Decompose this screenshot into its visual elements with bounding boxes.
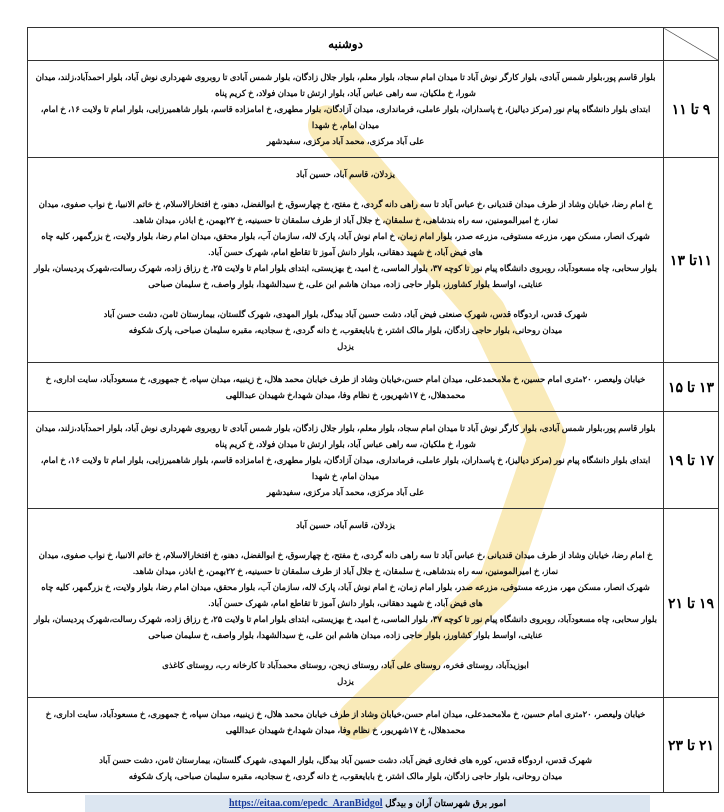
area-line: شهرک قدس، اردوگاه قدس، کوره های فخاری فیض آباد، دشت حسین آباد بیدگل، بلوار المهدی، شهرک گلستان، بیمارستان ثامن، دشت حسن آباد [99,755,592,765]
area-line: یزدل [337,676,354,686]
area-line: یزدلان، قاسم آباد، حسین آباد [296,520,395,530]
area-line: شهرک قدس، اردوگاه قدس، شهرک صنعتی فیض آباد، دشت حسین آباد بیدگل، بلوار المهدی، شهرک گلستان، بیمارستان ثامن، دشت حسن آباد [103,309,588,319]
day-header: دوشنبه [28,28,664,61]
areas-cell [28,509,664,698]
areas-cell [28,363,664,412]
area-line: یزدلان، قاسم آباد، حسین آباد [296,169,395,179]
area-line: بلوار قاسم پور،بلوار شمس آبادی، بلوار کارگر نوش آباد تا میدان امام سجاد، بلوار معلم، بلوار جلال زادگان، بلوار شمس آبادی تا روبروی شهرداری نوش آباد، بلوار احمدآباد،زلند، میدان شورا، خ ملکیان، سه راهی عباس آباد، بلوار ارتش تا میدان فولاد، خ کریم پناه [35,423,656,449]
spacer [34,738,657,752]
area-line: میدان روحانی، بلوار حاجی زادگان، بلوار مالک اشتر، خ بابایعقوب، خ دانه گردی، خ سجادیه، مقبره سلیمان صباحی، پارک شکوفه [128,771,563,781]
time-slot: ۱۷ تا ۱۹ [664,412,719,509]
spacer [34,182,657,196]
diagonal-corner-cell [664,28,719,61]
area-line: بلوار سحابی، چاه مسعودآباد، روبروی دانشگاه پیام نور تا کوچه ۳۷، بلوار الماسی، خ امید، خ بهزیستی، ابتدای بلوار امام تا ولایت ۲۵، خ رزاق زاده، شهرک رسالت،شهرک پردیسان، بلوار عنایتی، اواسط بلوار کشاورز، بلوار حاجی زاده، میدان هاشم ابن علی، خ سیدالشهدا، بلوار واصف، خ سلیمان صباحی [34,263,657,289]
time-slot: ۹ تا ۱۱ [664,61,719,158]
area-line: خیابان ولیعصر، ۲۰متری امام حسین، خ ملامحمدعلی، میدان امام حسن،خیابان وشاد از طرف خیابان محمد هلال، خ زینبیه، میدان سپاه، خ جمهوری، خ مسعودآباد، سایت اداری، خ محمدهلال، خ ۱۷شهریور، خ نظام وفا، میدان شهدا،خ شهیدان عبداللهی [45,709,646,735]
area-line: علی آباد مرکزی، محمد آباد مرکزی، سفیدشهر [266,136,425,146]
areas-cell [28,412,664,509]
area-line: ابتدای بلوار دانشگاه پیام نور (مرکز دیالیز)، خ پاسداران، بلوار عاملی، فرمانداری، میدان آزادگان، بلوار مطهری، خ امامزاده قاسم، بلوار شاهمیرزایی، بلوار امام تا ولایت ۱۶، خ امام، میدان امام، خ شهدا [40,104,651,130]
footer-bar [85,795,650,812]
footer-label: امور برق شهرستان آران و بیدگل [385,798,506,808]
time-slot: ۱۱تا ۱۳ [664,158,719,363]
area-line: یزدل [337,341,354,351]
time-slot: ۲۱ تا ۲۳ [664,698,719,793]
areas-cell [28,61,664,158]
schedule-row [28,363,719,412]
spacer [34,643,657,657]
area-line: خیابان ولیعصر، ۲۰متری امام حسین، خ ملامحمدعلی، میدان امام حسن،خیابان وشاد از طرف خیابان محمد هلال، خ زینبیه، میدان سپاه، خ جمهوری، خ مسعودآباد، سایت اداری، خ محمدهلال، خ ۱۷شهریور، خ نظام وفا، میدان شهدا،خ شهیدان عبداللهی [45,374,646,400]
area-line: علی آباد مرکزی، محمد آباد مرکزی، سفیدشهر [266,487,425,497]
schedule-row [28,61,719,158]
time-slot: ۱۳ تا ۱۵ [664,363,719,412]
schedule-row [28,158,719,363]
schedule-row [28,412,719,509]
area-line: بلوار قاسم پور،بلوار شمس آبادی، بلوار کارگر نوش آباد تا میدان امام سجاد، بلوار معلم، بلوار جلال زادگان، بلوار شمس آبادی تا روبروی شهرداری نوش آباد، بلوار احمدآباد،زلند، میدان شورا، خ ملکیان، سه راهی عباس آباد، بلوار ارتش تا میدان فولاد، خ کریم پناه [35,72,656,98]
area-line: ابتدای بلوار دانشگاه پیام نور (مرکز دیالیز)، خ پاسداران، بلوار عاملی، فرمانداری، میدان آزادگان، بلوار مطهری، خ امامزاده قاسم، بلوار شاهمیرزایی، بلوار امام تا ولایت ۱۶، خ امام، میدان امام، خ شهدا [40,455,651,481]
areas-cell [28,698,664,793]
footer-link[interactable]: https://eitaa.com/epedc_AranBidgol [228,798,383,809]
area-line: میدان روحانی، بلوار حاجی زادگان، بلوار مالک اشتر، خ بابایعقوب، خ دانه گردی، خ سجادیه، مقبره سلیمان صباحی، پارک شکوفه [128,325,563,335]
area-line: شهرک انصار، مسکن مهر، مزرعه مستوفی، مزرعه صدر، بلوار امام زمان، خ امام نوش آباد، پارک لاله، سازمان آب، بلوار محقق، میدان امام رضا، بلوار ولایت، خ بزرگمهر، کلیه چاه های فیض آباد، خ شهید دهقانی، بلوار دانش آموز تا تقاطع امام، شهرک حسن آباد. [41,582,650,608]
area-line: خ امام رضا، خیابان وشاد از طرف میدان قندیانی ،خ عباس آباد تا سه راهی دانه گردی، خ مفتح، خ چهارسوق، خ ابوالفضل، دهنو، خ افتخارالاسلام، خ خاتم الانبیا، خ نواب صفوی، میدان نماز، خ امیرالمومنین، سه راه بندشاهی، خ سلمقان، خ جلال آباد از طرف سلمقان تا حسینیه، خ ۲۲بهمن، خ اباذر، میدان شاهد. [38,199,653,225]
area-line: بلوار سحابی، چاه مسعودآباد، روبروی دانشگاه پیام نور تا کوچه ۳۷، بلوار الماسی، خ امید، خ بهزیستی، ابتدای بلوار امام تا ولایت ۲۵، خ رزاق زاده، شهرک رسالت،شهرک پردیسان، بلوار عنایتی، اواسط بلوار کشاورز، بلوار حاجی زاده، میدان هاشم ابن علی، خ سیدالشهدا، بلوار واصف، خ سلیمان صباحی [34,614,657,640]
spacer [34,292,657,306]
schedule-row [28,509,719,698]
area-line: شهرک انصار، مسکن مهر، مزرعه مستوفی، مزرعه صدر، بلوار امام زمان، خ امام نوش آباد، پارک لاله، سازمان آب، بلوار محقق، میدان امام رضا، بلوار ولایت، خ بزرگمهر، کلیه چاه های فیض آباد، خ شهید دهقانی، بلوار دانش آموز تا تقاطع امام، شهرک حسن آباد. [41,231,650,257]
time-slot: ۱۹ تا ۲۱ [664,509,719,698]
header-row [28,28,719,61]
spacer [34,533,657,547]
area-line: خ امام رضا، خیابان وشاد از طرف میدان قندیانی ،خ عباس آباد تا سه راهی دانه گردی، خ مفتح، خ چهارسوق، خ ابوالفضل، دهنو، خ افتخارالاسلام، خ خاتم الانبیا، خ نواب صفوی، میدان نماز، خ امیرالمومنین، سه راه بندشاهی، خ سلمقان، خ جلال آباد از طرف سلمقان تا حسینیه، خ ۲۲بهمن، خ اباذر، میدان شاهد. [38,550,653,576]
schedule-row [28,698,719,793]
outage-schedule-table [27,27,719,793]
document [27,0,719,793]
area-line: ابوزیدآباد، روستای فخره، روستای علی آباد، روستای زیجن، روستای محمدآباد تا کارخانه رب، روستای کاغذی [162,660,529,670]
areas-cell [28,158,664,363]
